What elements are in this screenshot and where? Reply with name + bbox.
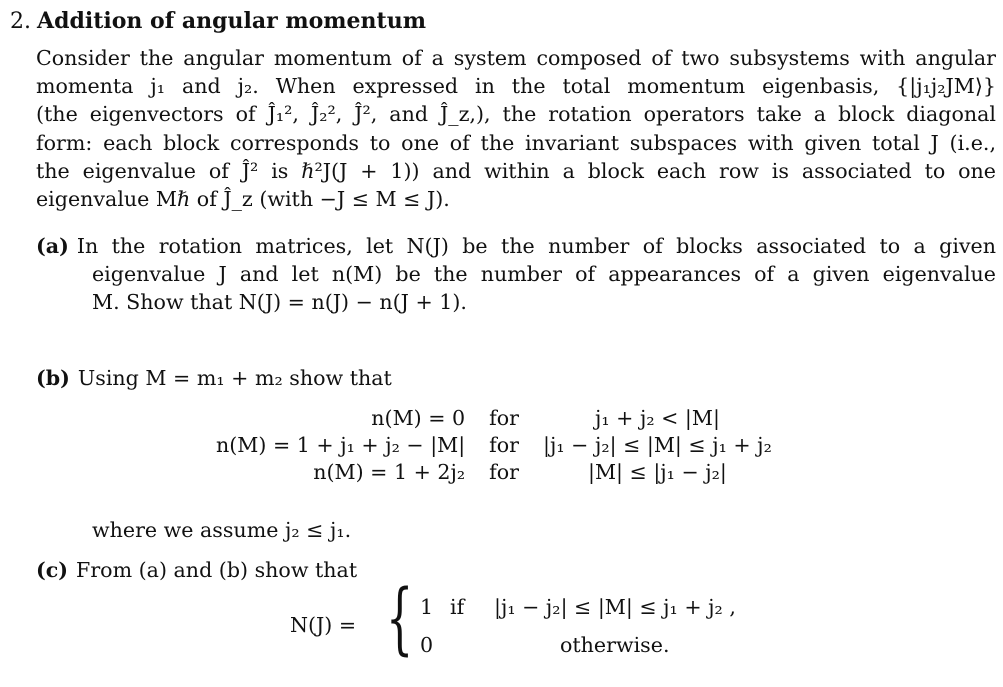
intro-line: form: each block corresponds to one of the invariant subspaces with given total J (i.e.,: [36, 130, 996, 155]
part-b-note: where we assume j₂ ≤ j₁.: [92, 518, 352, 542]
part-a-line: M. Show that N(J) = n(J) − n(J + 1).: [92, 290, 467, 315]
equation-row: [210, 459, 778, 486]
part-a-text-1: In the rotation matrices, let N(J) be the number of blocks associated to a given: [76, 234, 996, 258]
equation-for: for: [489, 433, 520, 457]
equation-lhs: n(M) = 1 + j₁ + j₂ − |M|: [216, 433, 466, 457]
equation-lhs: n(M) = 0: [371, 406, 466, 430]
equation-row: [210, 432, 778, 459]
part-b: [36, 364, 392, 392]
intro-line: Consider the angular momentum of a system composed of two subsystems with angular: [36, 46, 996, 70]
part-b-text: Using M = m₁ + m₂ show that: [77, 366, 392, 390]
part-c-label: (c): [36, 558, 69, 582]
part-a-label: (a): [36, 234, 69, 258]
intro-line: eigenvalue Mℏ of Ĵ_z (with −J ≤ M ≤ J).: [36, 187, 450, 212]
intro-line: the eigenvalue of Ĵ² is ℏ²J(J + 1)) and within a block each row is associated to one: [36, 158, 996, 183]
equation-for: for: [489, 406, 520, 430]
equation-for: for: [489, 460, 520, 484]
intro-line: momenta j₁ and j₂. When expressed in the total momentum eigenbasis, {|j₁j₂JM⟩}: [36, 74, 996, 99]
part-c: [36, 556, 357, 584]
case-2-condition: otherwise.: [560, 633, 670, 657]
part-a-line: [36, 232, 996, 260]
part-b-label: (b): [36, 366, 70, 390]
cases-equation: [290, 574, 850, 667]
intro-line: (the eigenvectors of Ĵ₁², Ĵ₂², Ĵ², and Ĵ_z,), the rotation operators take a block diagonal: [36, 102, 996, 127]
equation-condition: |j₁ − j₂| ≤ |M| ≤ j₁ + j₂: [543, 433, 772, 457]
equation-condition: j₁ + j₂ < |M|: [594, 406, 720, 430]
section-number: 2.: [10, 9, 31, 34]
cases-lhs: N(J) =: [290, 613, 357, 637]
intro-paragraph: [36, 44, 996, 213]
case-2-value: 0: [420, 633, 434, 657]
equation-condition: |M| ≤ |j₁ − j₂|: [588, 460, 727, 484]
equation-lhs: n(M) = 1 + 2j₂: [313, 460, 466, 484]
case-1-condition: |j₁ − j₂| ≤ |M| ≤ j₁ + j₂ ,: [494, 595, 736, 619]
section-title: Addition of angular momentum: [37, 8, 426, 34]
part-a: [36, 232, 996, 317]
equation-array: [210, 405, 778, 486]
case-1-if: if: [450, 595, 465, 619]
case-1-value: 1: [420, 595, 434, 619]
equation-row: [210, 405, 778, 432]
section-heading: [10, 8, 426, 35]
left-brace-icon: {: [386, 574, 414, 664]
part-c-text: From (a) and (b) show that: [76, 558, 358, 582]
part-a-line: eigenvalue J and let n(M) be the number of appearances of a given eigenvalue: [92, 262, 996, 287]
